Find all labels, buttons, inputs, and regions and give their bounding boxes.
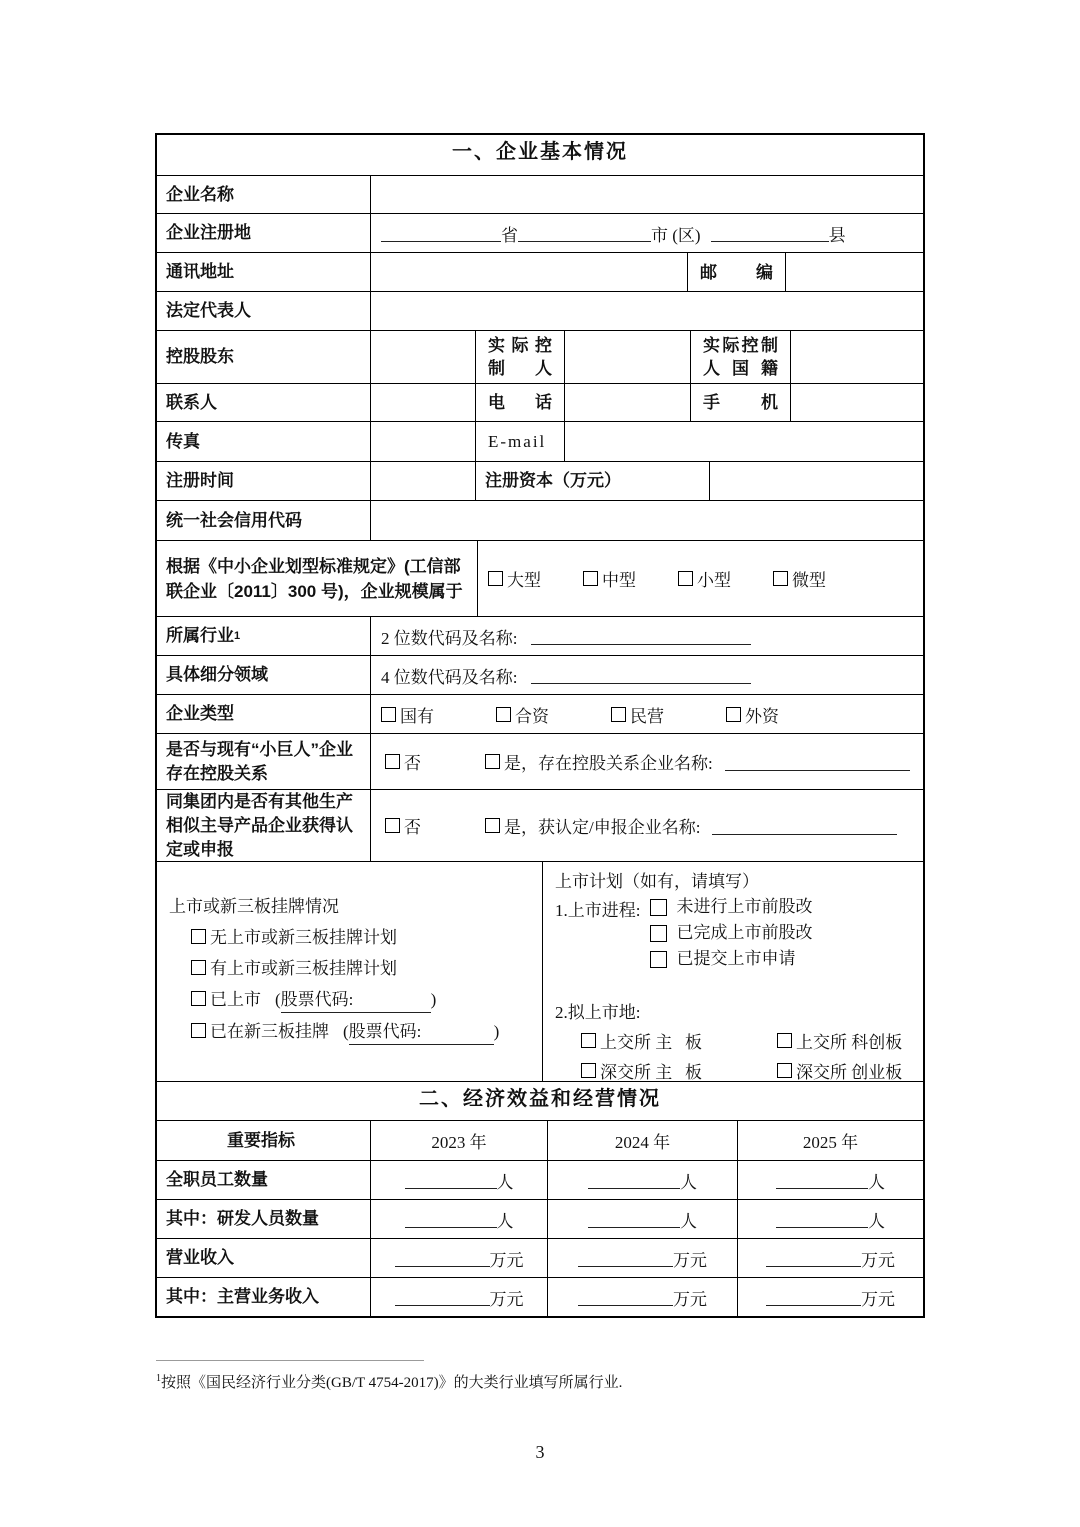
type-option-foreign-label: 外资 xyxy=(745,706,779,726)
footnote-text: 按照《国民经济行业分类(GB/T 4754-2017)》的大类行业填写所属行业. xyxy=(161,1375,623,1391)
industry-label-cell xyxy=(157,617,370,655)
rd-2024-cell xyxy=(547,1200,737,1238)
progress-option-3-label: 已提交上市申请 xyxy=(676,949,796,968)
province-suffix: 省 xyxy=(501,225,518,245)
econ-header-2025: 2025 年 xyxy=(737,1121,923,1160)
listing-option-neeq xyxy=(169,1020,542,1045)
scale-option-large-label: 大型 xyxy=(507,571,541,590)
page-number: 3 xyxy=(535,1442,545,1462)
listing-progress-label: 1.上市进程: xyxy=(555,901,641,920)
registered-capital-label: 注册资本（万元） xyxy=(475,462,709,500)
econ-header-indicator: 重要指标 xyxy=(227,1130,295,1150)
listing-option-plan-label: 有上市或新三板挂牌计划 xyxy=(210,959,397,978)
scale-option-medium xyxy=(583,566,636,591)
econ-row-employees xyxy=(157,1160,923,1199)
checkbox-icon[interactable] xyxy=(381,707,396,722)
listing-option-none xyxy=(169,926,542,950)
checkbox-icon[interactable] xyxy=(581,1063,596,1078)
footnote-marker: 1 xyxy=(156,1373,161,1384)
mobile-label: 手机 xyxy=(703,393,778,412)
econ-header-row xyxy=(157,1120,923,1160)
scale-option-small xyxy=(678,566,731,591)
actual-controller-label-cell xyxy=(475,331,564,383)
row-legal-representative xyxy=(157,291,923,330)
subfield-label: 具体细分领域 xyxy=(166,665,268,684)
row-giant-relation xyxy=(157,733,923,789)
checkbox-icon[interactable] xyxy=(496,707,511,722)
employees-2023-blank[interactable] xyxy=(405,1171,497,1190)
postcode-label: 邮编 xyxy=(700,262,773,282)
place-option-szse-gem xyxy=(777,1058,902,1081)
neeq-code-paren-close: ) xyxy=(493,1022,500,1041)
email-input-cell[interactable] xyxy=(564,422,923,461)
unit-label: 万元 xyxy=(861,1289,895,1309)
holding-shareholder-input-cell[interactable] xyxy=(370,331,475,383)
email-label: E-mail xyxy=(475,422,564,461)
revenue-label: 营业收入 xyxy=(166,1248,234,1267)
place-option-sse-star-label: 上交所 科创板 xyxy=(796,1033,903,1052)
row-fax-email xyxy=(157,421,923,461)
scale-option-micro xyxy=(773,566,826,591)
type-option-state xyxy=(381,702,434,727)
unit-label: 人 xyxy=(496,1172,514,1192)
phone-label: 电话 xyxy=(488,393,552,412)
company-name-input-cell[interactable] xyxy=(370,176,923,213)
econ-row-revenue xyxy=(157,1238,923,1277)
mailing-address-input-cell[interactable] xyxy=(370,253,687,291)
county-suffix: 县 xyxy=(828,225,846,245)
rd-personnel-label: 其中：研发人员数量 xyxy=(166,1209,319,1228)
row-group-similar xyxy=(157,789,923,861)
mailing-address-label: 通讯地址 xyxy=(166,262,234,281)
main-revenue-2024-blank[interactable] xyxy=(578,1288,673,1307)
enterprise-scale-label: 根据《中小企业划型标准规定》(工信部联企业〔2011〕300 号)，企业规模属于 xyxy=(166,556,463,601)
row-enterprise-type xyxy=(157,694,923,733)
giant-relation-options xyxy=(370,734,923,789)
checkbox-icon[interactable] xyxy=(650,951,667,968)
checkbox-icon[interactable] xyxy=(777,1063,792,1078)
registration-time-input-cell[interactable] xyxy=(370,462,475,500)
place-option-szse-main-label: 深交所 主 板 xyxy=(600,1063,702,1081)
row-registration-time xyxy=(157,461,923,500)
holding-shareholder-label: 控股股东 xyxy=(166,347,234,366)
section1-title-row xyxy=(157,135,923,175)
unit-label: 万元 xyxy=(489,1289,524,1309)
enterprise-form-table xyxy=(155,133,925,1318)
contact-input-cell[interactable] xyxy=(370,384,475,421)
type-option-foreign xyxy=(726,702,779,727)
neeq-code-blank[interactable]: 股票代码: xyxy=(349,1020,494,1045)
main-revenue-2023-cell xyxy=(370,1278,547,1316)
listing-option-listed xyxy=(169,988,542,1013)
progress-option-2-label: 已完成上市前股改 xyxy=(676,923,813,942)
group-company-name-blank[interactable] xyxy=(712,816,897,835)
econ-header-2023: 2023 年 xyxy=(370,1121,547,1160)
controller-nationality-label-line2: 人国籍 xyxy=(703,359,778,378)
unit-label: 人 xyxy=(496,1211,514,1231)
footnote-divider xyxy=(156,1360,424,1361)
revenue-2025-blank[interactable] xyxy=(766,1249,861,1268)
unit-label: 人 xyxy=(868,1211,885,1231)
giant-option-yes xyxy=(485,749,713,774)
subfield-code-prefix: 4 位数代码及名称: xyxy=(381,667,518,687)
checkbox-icon[interactable] xyxy=(488,571,503,586)
industry-code-prefix: 2 位数代码及名称: xyxy=(381,628,518,648)
checkbox-icon[interactable] xyxy=(191,991,206,1006)
row-contact xyxy=(157,383,923,421)
section2-title-row xyxy=(157,1081,923,1120)
industry-value-cell xyxy=(370,617,923,655)
main-revenue-2025-cell xyxy=(737,1278,923,1316)
checkbox-icon[interactable] xyxy=(777,1033,792,1048)
phone-label-cell xyxy=(475,384,564,421)
checkbox-icon[interactable] xyxy=(581,1033,596,1048)
place-option-sse-star xyxy=(777,1028,902,1053)
type-option-state-label: 国有 xyxy=(400,706,434,726)
econ-header-2024: 2024 年 xyxy=(547,1121,737,1160)
checkbox-icon[interactable] xyxy=(583,571,598,586)
city-suffix: 市 (区) xyxy=(651,225,701,245)
checkbox-icon[interactable] xyxy=(191,960,206,975)
row-subfield xyxy=(157,655,923,694)
group-option-yes xyxy=(485,813,700,838)
giant-option-yes-label: 是，存在控股关系企业名称: xyxy=(504,754,713,773)
revenue-2024-cell xyxy=(547,1239,737,1277)
contact-label: 联系人 xyxy=(166,392,217,412)
stock-code-paren-open: ( xyxy=(275,990,281,1009)
registration-place-input-cell xyxy=(370,214,923,252)
row-industry xyxy=(157,616,923,655)
listing-option-listed-label: 已上市 xyxy=(210,990,261,1009)
employees-label: 全职员工数量 xyxy=(166,1170,268,1189)
fax-label: 传真 xyxy=(166,431,200,451)
employees-2024-blank[interactable] xyxy=(588,1171,680,1190)
place-option-szse-main xyxy=(581,1058,777,1081)
giant-option-no-label: 否 xyxy=(404,754,421,773)
listing-status-cell xyxy=(157,862,542,1081)
stock-code-paren-close: ) xyxy=(430,990,437,1009)
type-option-private-label: 民营 xyxy=(630,706,664,726)
stock-code-blank[interactable]: 股票代码: xyxy=(281,988,431,1013)
checkbox-icon[interactable] xyxy=(650,925,667,942)
employees-2025-blank[interactable] xyxy=(776,1171,868,1190)
unit-label: 人 xyxy=(868,1172,885,1192)
company-name-label: 企业名称 xyxy=(166,184,234,204)
unit-label: 万元 xyxy=(861,1250,895,1270)
scale-option-medium-label: 中型 xyxy=(602,571,636,590)
actual-controller-label-line1: 实际控 xyxy=(488,336,552,355)
place-option-sse-main-label: 上交所 主 板 xyxy=(600,1033,702,1052)
scale-option-micro-label: 微型 xyxy=(792,571,826,590)
checkbox-icon[interactable] xyxy=(191,1023,206,1038)
row-holding-shareholder xyxy=(157,330,923,383)
place-row-1 xyxy=(555,1028,923,1053)
credit-code-input-cell[interactable] xyxy=(370,501,923,540)
rd-2025-blank[interactable] xyxy=(776,1210,868,1229)
phone-input-cell[interactable] xyxy=(564,384,690,421)
industry-label: 所属行业 xyxy=(166,626,234,645)
type-option-joint-label: 合资 xyxy=(515,706,549,726)
scale-option-small-label: 小型 xyxy=(697,571,731,590)
row-mailing-address xyxy=(157,252,923,291)
progress-option-3 xyxy=(650,948,812,970)
rd-2023-cell xyxy=(370,1200,547,1238)
giant-option-no xyxy=(385,749,421,774)
rd-2024-blank[interactable] xyxy=(588,1210,680,1229)
controller-nationality-label-line1: 实际控制 xyxy=(703,336,778,355)
footnote xyxy=(156,1371,622,1392)
enterprise-type-options xyxy=(370,695,923,733)
checkbox-icon[interactable] xyxy=(385,818,400,833)
checkbox-icon[interactable] xyxy=(650,899,667,916)
row-company-name xyxy=(157,175,923,213)
revenue-2024-blank[interactable] xyxy=(578,1249,673,1268)
subfield-code-blank[interactable] xyxy=(531,666,751,685)
registration-place-label: 企业注册地 xyxy=(166,223,251,242)
listing-plan-title: 上市计划（如有，请填写） xyxy=(555,872,759,891)
controller-nationality-input-cell[interactable] xyxy=(790,331,923,383)
group-option-no-label: 否 xyxy=(404,818,421,837)
employees-2023-cell xyxy=(370,1161,547,1199)
giant-company-name-blank[interactable] xyxy=(725,752,910,771)
unit-label: 万元 xyxy=(673,1289,707,1309)
place-option-sse-main xyxy=(581,1028,777,1053)
group-similar-label: 同集团内是否有其他生产相似主导产品企业获得认定或申报 xyxy=(166,791,353,859)
main-revenue-2024-cell xyxy=(547,1278,737,1316)
legal-representative-label: 法定代表人 xyxy=(166,301,251,320)
revenue-2023-cell xyxy=(370,1239,547,1277)
industry-footnote-marker: 1 xyxy=(234,630,241,642)
listing-option-none-label: 无上市或新三板挂牌计划 xyxy=(210,928,397,947)
industry-code-blank[interactable] xyxy=(531,627,751,646)
postcode-label-cell xyxy=(687,253,785,291)
row-enterprise-scale xyxy=(157,540,923,616)
province-blank[interactable] xyxy=(381,224,501,243)
checkbox-icon[interactable] xyxy=(726,707,741,722)
enterprise-scale-options xyxy=(477,541,923,616)
group-option-no xyxy=(385,813,421,838)
fax-input-cell[interactable] xyxy=(370,422,475,461)
enterprise-type-label: 企业类型 xyxy=(166,704,234,723)
city-blank[interactable] xyxy=(518,224,651,243)
revenue-2025-cell xyxy=(737,1239,923,1277)
place-option-szse-gem-label: 深交所 创业板 xyxy=(796,1063,903,1081)
postcode-input-cell[interactable] xyxy=(785,253,923,291)
checkbox-icon[interactable] xyxy=(611,707,626,722)
scale-option-large xyxy=(488,566,541,591)
listing-place-label: 2.拟上市地: xyxy=(555,1003,641,1022)
listing-progress-options xyxy=(650,896,812,974)
revenue-2023-blank[interactable] xyxy=(395,1249,490,1268)
row-registration-place xyxy=(157,213,923,252)
listing-plan-cell xyxy=(542,862,923,1081)
econ-row-main-revenue xyxy=(157,1277,923,1316)
employees-2025-cell xyxy=(737,1161,923,1199)
group-option-yes-label: 是，获认定/申报企业名称: xyxy=(504,818,701,837)
checkbox-icon[interactable] xyxy=(773,571,788,586)
progress-option-2 xyxy=(650,922,812,944)
neeq-code-paren-open: ( xyxy=(343,1022,349,1041)
mobile-label-cell xyxy=(690,384,790,421)
listing-option-neeq-label: 已在新三板挂牌 xyxy=(210,1022,329,1041)
legal-representative-input-cell[interactable] xyxy=(370,292,923,330)
checkbox-icon[interactable] xyxy=(485,754,500,769)
main-revenue-2023-blank[interactable] xyxy=(395,1288,490,1307)
unit-label: 万元 xyxy=(489,1250,524,1270)
registration-time-label: 注册时间 xyxy=(166,471,234,490)
section1-title: 一、企业基本情况 xyxy=(452,141,628,163)
controller-nationality-label-cell xyxy=(690,331,790,383)
listing-status-title: 上市或新三板挂牌情况 xyxy=(169,897,339,916)
unit-label: 人 xyxy=(680,1211,697,1231)
type-option-private xyxy=(611,702,664,727)
county-blank[interactable] xyxy=(711,224,829,243)
credit-code-label: 统一社会信用代码 xyxy=(166,510,302,530)
row-credit-code xyxy=(157,500,923,540)
row-listing-status xyxy=(157,861,923,1081)
rd-2023-blank[interactable] xyxy=(405,1210,497,1229)
mobile-input-cell[interactable] xyxy=(790,384,923,421)
checkbox-icon[interactable] xyxy=(485,818,500,833)
actual-controller-label-line2: 制人 xyxy=(488,359,552,378)
checkbox-icon[interactable] xyxy=(385,754,400,769)
main-revenue-label: 其中：主营业务收入 xyxy=(166,1287,319,1306)
progress-option-1-label: 未进行上市前股改 xyxy=(676,897,813,916)
main-revenue-2025-blank[interactable] xyxy=(766,1288,861,1307)
section2-title: 二、经济效益和经营情况 xyxy=(419,1088,661,1110)
unit-label: 人 xyxy=(680,1172,697,1192)
actual-controller-input-cell[interactable] xyxy=(564,331,690,383)
econ-row-rd-personnel xyxy=(157,1199,923,1238)
checkbox-icon[interactable] xyxy=(678,571,693,586)
rd-2025-cell xyxy=(737,1200,923,1238)
subfield-value-cell xyxy=(370,656,923,694)
listing-progress-block xyxy=(555,896,923,974)
place-row-2 xyxy=(555,1058,923,1081)
unit-label: 万元 xyxy=(673,1250,707,1270)
progress-option-1 xyxy=(650,896,812,918)
registered-capital-input-cell[interactable] xyxy=(709,462,923,500)
group-similar-options xyxy=(370,790,923,861)
listing-option-plan xyxy=(169,957,542,981)
type-option-joint xyxy=(496,702,549,727)
giant-relation-label: 是否与现有“小巨人”企业存在控股关系 xyxy=(166,739,353,783)
employees-2024-cell xyxy=(547,1161,737,1199)
checkbox-icon[interactable] xyxy=(191,929,206,944)
